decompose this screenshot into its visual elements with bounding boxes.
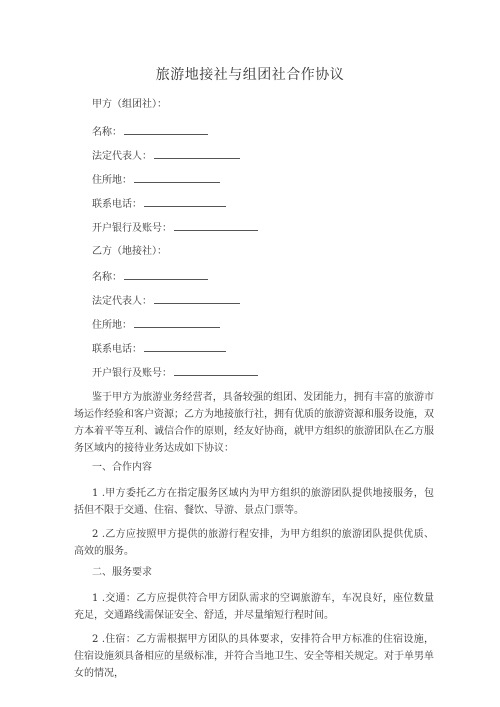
party-a-heading: 甲方（组团社）： <box>92 99 167 110</box>
party-a-address-label: 住所地： <box>92 175 132 186</box>
party-b-phone-label: 联系电话： <box>92 344 142 355</box>
party-b-representative-label: 法定代表人： <box>92 296 152 307</box>
party-b-address-row <box>92 318 220 333</box>
party-a-name-blank <box>124 125 208 135</box>
party-b-name-blank <box>124 270 208 280</box>
party-b-bank-label: 开户银行及账号： <box>92 368 172 379</box>
section1-item-2: 2 .乙方应按照甲方提供的旅游行程安排，为甲方组织的旅游团队提供优质、高效的服务。 <box>74 529 434 557</box>
party-a-name-row <box>92 125 208 140</box>
party-b-bank-row <box>92 366 258 381</box>
party-b-representative-blank <box>154 294 240 304</box>
party-a-phone-label: 联系电话： <box>92 199 142 210</box>
party-a-bank-label: 开户银行及账号： <box>92 223 172 234</box>
party-a-address-blank <box>134 173 220 183</box>
section1-item-1: 1 .甲方委托乙方在指定服务区域内为甲方组织的旅游团队提供地接服务，包括但不限于交通、住宿、餐饮、导游、景点门票等。 <box>74 488 434 516</box>
party-b-heading: 乙方（地接社）： <box>92 246 167 257</box>
party-a-address-row <box>92 173 220 188</box>
party-a-representative-row <box>92 149 240 164</box>
section1-heading: 一、合作内容 <box>92 462 152 473</box>
party-b-address-blank <box>134 318 220 328</box>
party-b-name-label: 名称： <box>92 272 122 283</box>
intro-paragraph: 鉴于甲方为旅游业务经营者，具备较强的组团、发团能力，拥有丰富的旅游市场运作经验和客户资源；乙方为地接旅行社，拥有优质的旅游资源和服务设施，双方本着平等互利、诚信合作的原则，经友好协商，就甲方组织的旅游团队在乙方服务区域内的接待业务达成如下协议： <box>74 392 434 454</box>
section2-item-2: 2 .住宿：乙方需根据甲方团队的具体要求，安排符合甲方标准的住宿设施，住宿设施须具备相应的星级标准，并符合当地卫生、安全等相关规定。对于单男单女的情况， <box>74 634 434 679</box>
party-a-phone-row <box>92 197 226 212</box>
party-a-phone-blank <box>144 197 226 207</box>
section2-item-1: 1 .交通：乙方应提供符合甲方团队需求的空调旅游车，车况良好，座位数量充足，交通路线需保证安全、舒适，并尽量缩短行程时间。 <box>74 593 434 621</box>
party-b-phone-blank <box>144 342 226 352</box>
document-title: 旅游地接社与组团社合作协议 <box>155 67 345 83</box>
party-a-bank-blank <box>174 221 258 231</box>
party-b-name-row <box>92 270 208 285</box>
party-b-phone-row <box>92 342 226 357</box>
party-b-address-label: 住所地： <box>92 320 132 331</box>
party-a-name-label: 名称： <box>92 127 122 138</box>
party-a-bank-row <box>92 221 258 236</box>
party-b-bank-blank <box>174 366 258 376</box>
party-b-representative-row <box>92 294 240 309</box>
party-a-representative-label: 法定代表人： <box>92 151 152 162</box>
section2-heading: 二、服务要求 <box>92 567 152 578</box>
party-a-representative-blank <box>154 149 240 159</box>
